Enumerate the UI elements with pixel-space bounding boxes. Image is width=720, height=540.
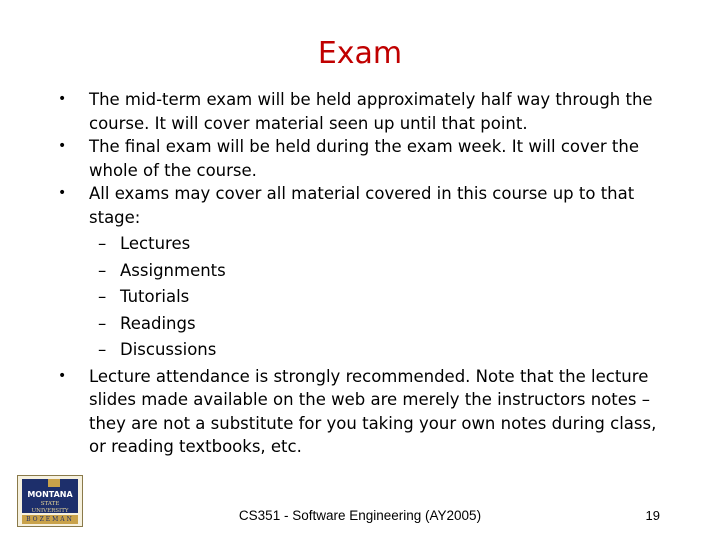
list-item bbox=[58, 182, 668, 229]
sub-bullet-text: Readings bbox=[120, 313, 196, 333]
bullet-icon: • bbox=[58, 138, 67, 154]
slide-title: Exam bbox=[317, 36, 403, 71]
bullet-list bbox=[58, 88, 668, 459]
page-number: 19 bbox=[645, 508, 660, 523]
sub-bullet-text: Tutorials bbox=[120, 287, 190, 306]
logo-line-3: BOZEMAN bbox=[22, 515, 78, 524]
sub-list-item bbox=[98, 337, 668, 364]
bullet-icon: • bbox=[58, 367, 67, 384]
list-item bbox=[58, 135, 668, 182]
dash-icon: – bbox=[98, 234, 107, 253]
bullet-icon: • bbox=[58, 91, 67, 107]
list-item bbox=[58, 88, 668, 135]
logo-line-2: STATE UNIVERSITY bbox=[31, 501, 69, 514]
logo-tower-icon bbox=[48, 479, 60, 487]
dash-icon: – bbox=[98, 313, 107, 333]
footer-course-text: CS351 - Software Engineering (AY2005) bbox=[238, 508, 482, 523]
dash-icon: – bbox=[98, 260, 107, 280]
bullet-text: Lecture attendance is strongly recommended. Note that the lecture slides made available on the web are merely the instructors notes – they are not a substitute for you taking your own notes during class, or reading textbooks, etc. bbox=[89, 366, 657, 456]
logo-crest bbox=[22, 479, 78, 513]
sub-bullet-list bbox=[58, 231, 668, 364]
sub-list-item bbox=[98, 311, 668, 338]
bullet-text: All exams may cover all material covered in this course up to that stage: bbox=[89, 184, 635, 227]
sub-list-item bbox=[98, 258, 668, 285]
dash-icon: – bbox=[98, 340, 107, 359]
logo-line-1: MONTANA bbox=[27, 490, 73, 499]
bullet-icon: • bbox=[58, 185, 67, 201]
sub-list-item bbox=[98, 231, 668, 258]
bullet-text: The mid-term exam will be held approximately half way through the course. It will cover material seen up until that point. bbox=[89, 90, 653, 133]
sub-bullet-text: Assignments bbox=[120, 260, 226, 280]
sub-list-item bbox=[98, 284, 668, 311]
list-item bbox=[58, 365, 668, 459]
sub-bullet-text: Discussions bbox=[120, 340, 217, 359]
bullet-text: The final exam will be held during the exam week. It will cover the whole of the course. bbox=[89, 137, 640, 180]
dash-icon: – bbox=[98, 287, 107, 306]
university-logo bbox=[17, 475, 83, 527]
sub-bullet-text: Lectures bbox=[120, 234, 191, 253]
